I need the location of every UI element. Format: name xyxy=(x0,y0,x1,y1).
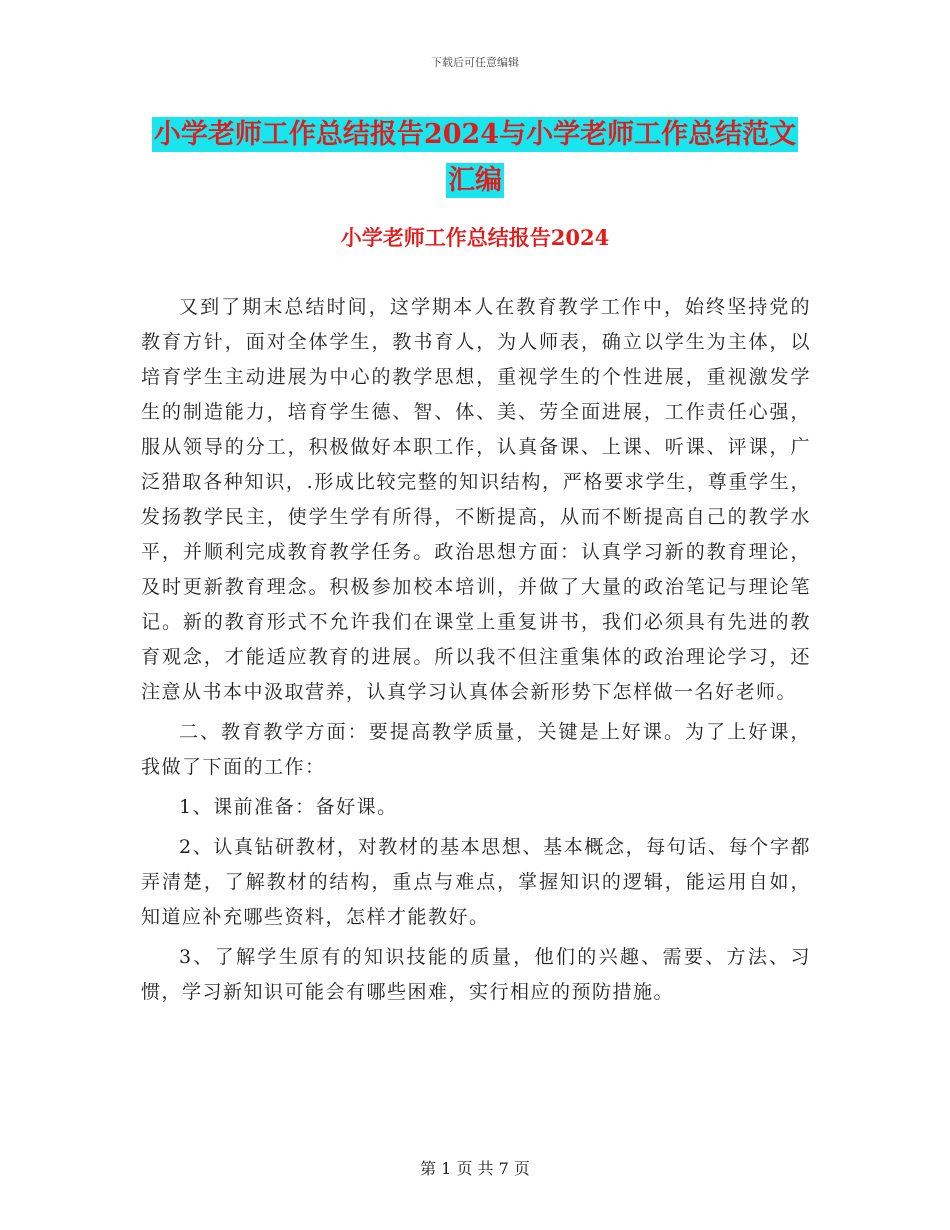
paragraph: 1、课前准备：备好课。 xyxy=(179,796,398,818)
title-line-2: 汇编 xyxy=(448,165,502,196)
paragraph: 二、教育教学方面：要提高教学质量，关键是上好课。为了上好课，我做了下面的工作： xyxy=(141,721,811,778)
header-note: 下载后可任意编辑 xyxy=(431,56,519,69)
title-line-1: 小学老师工作总结报告2024与小学老师工作总结范文 xyxy=(153,119,797,150)
paragraph: 2、认真钻研教材，对教材的基本思想、基本概念，每句话、每个字都弄清楚，了解教材的结构，重点与难点，掌握知识的逻辑，能运用自如，知道应补充哪些资料，怎样才能教好。 xyxy=(141,836,811,928)
paragraph: 又到了期末总结时间，这学期本人在教育教学工作中，始终坚持党的教育方针，面对全体学生，教书育人，为人师表，确立以学生为主体，以培育学生主动进展为中心的教学思想，重视学生的个性进展，重视激发学生的制造能力，培育学生德、智、体、美、劳全面进展，工作责任心强，服从领导的分工，积极做好本职工作，认真备课、上课、听课、评课，广泛猎取各种知识，.形成比较完整的知识结构，严格要求学生，尊重学生，发扬教学民主，使学生学有所得，不断提高，从而不断提高自己的教学水平，并顺利完成教育教学任务。政治思想方面：认真学习新的教育理论，及时更新教育理念。积极参加校本培训，并做了大量的政治笔记与理论笔记。新的教育形式不允许我们在课堂上重复讲书，我们必须具有先进的教育观念，才能适应教育的进展。所以我不但注重集体的政治理论学习，还注意从书本中汲取营养，认真学习认真体会新形势下怎样做一名好老师。 xyxy=(141,296,811,703)
section-title: 小学老师工作总结报告2024 xyxy=(340,225,610,250)
paragraph: 3、了解学生原有的知识技能的质量，他们的兴趣、需要、方法、习惯，学习新知识可能会有哪些困难，实行相应的预防措施。 xyxy=(141,946,811,1003)
page-footer: 第 1 页 共 7 页 xyxy=(420,1159,530,1178)
document-title xyxy=(0,112,950,204)
document-body xyxy=(141,290,811,1010)
